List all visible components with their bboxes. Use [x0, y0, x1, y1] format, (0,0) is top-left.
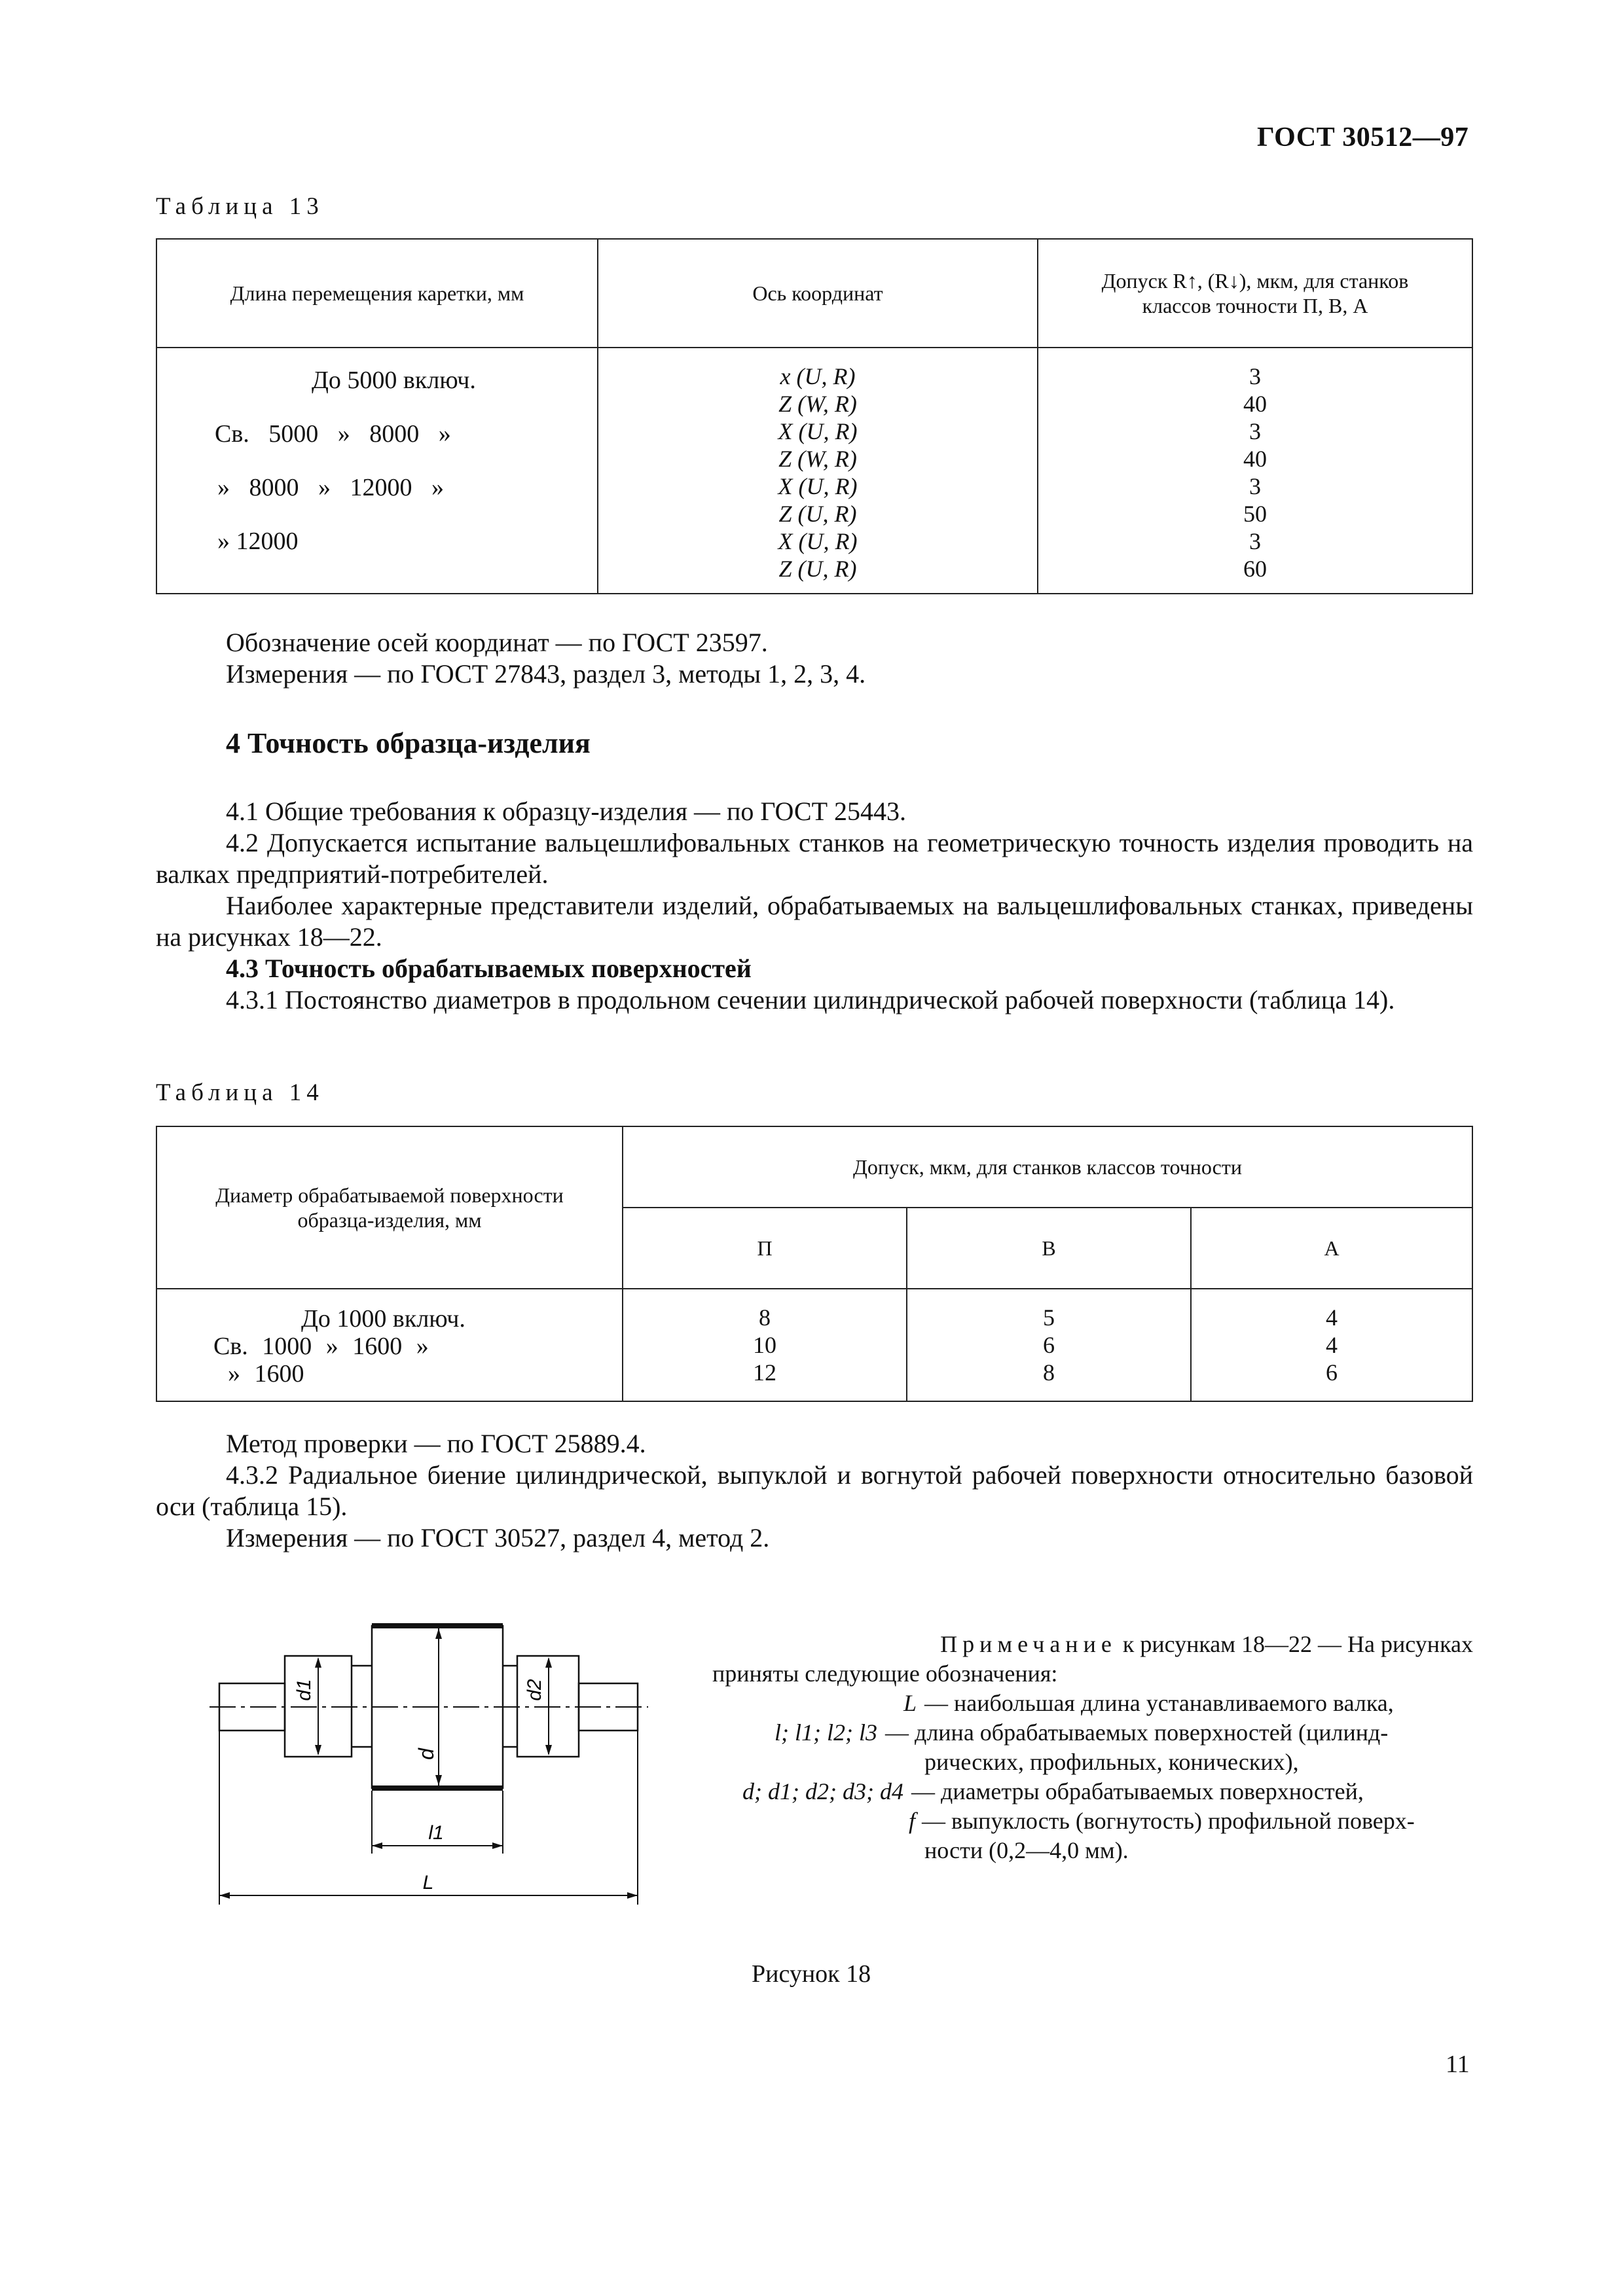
table14-value: 10: [753, 1332, 776, 1358]
table13-axis: Z (W, R): [778, 446, 857, 472]
label-l1: l1: [428, 1822, 444, 1844]
table13-length-row: Св. 5000 » 8000 »: [215, 420, 451, 448]
note-symbol-d: d; d1; d2; d3; d4: [742, 1778, 903, 1804]
table13-axis: X (U, R): [778, 528, 858, 554]
figure-18-drawing: [196, 1597, 681, 1937]
note-desc-f2: ности (0,2—4,0 мм).: [924, 1837, 1129, 1863]
table14-diameter-row: До 1000 включ.: [301, 1305, 465, 1333]
table14-value: 4: [1326, 1332, 1338, 1358]
page-number: 11: [1446, 2051, 1470, 2078]
table14-diameter-row: » 1600: [228, 1360, 304, 1388]
table13-header-tolerance-line1: Допуск R↑, (R↓), мкм, для станков: [1101, 269, 1409, 293]
table14-header-group: Допуск, мкм, для станков классов точности: [623, 1126, 1472, 1208]
paragraph-4-1: 4.1 Общие требования к образцу-изделия — по ГОСТ 25443.: [226, 797, 907, 826]
table14: [156, 1126, 1473, 1402]
table14-header-diameter-line2: образца-изделия, мм: [297, 1208, 482, 1232]
measurements-note: Измерения — по ГОСТ 27843, раздел 3, методы 1, 2, 3, 4.: [226, 659, 866, 689]
table13-axis: x (U, R): [780, 363, 856, 389]
table14-header-diameter: [156, 1126, 623, 1289]
note-desc-d: — диаметры обрабатываемых поверхностей,: [911, 1778, 1364, 1804]
check-method: Метод проверки — по ГОСТ 25889.4.: [226, 1429, 646, 1458]
table13-tolerance: 3: [1249, 418, 1261, 444]
note-label: Примечание: [940, 1631, 1117, 1657]
document-code: ГОСТ 30512—97: [1257, 122, 1469, 152]
table13-tolerance: 40: [1243, 446, 1267, 472]
table14-v-cell: [907, 1289, 1191, 1401]
table13-length-row: » 8000 » 12000 »: [217, 474, 444, 501]
table14-a-cell: [1191, 1289, 1472, 1401]
table13-header-length: Длина перемещения каретки, мм: [156, 239, 598, 348]
table14-class-p: П: [623, 1208, 907, 1289]
table13-tolerance: 40: [1243, 391, 1267, 417]
note-symbol-l: l; l1; l2; l3: [775, 1719, 877, 1746]
table13-tolerance: 3: [1249, 528, 1261, 554]
note-symbol-f: f: [908, 1808, 915, 1834]
note-desc-L: — наибольшая длина устанавливаемого валка,: [924, 1690, 1394, 1716]
table13-tolerance: 3: [1249, 473, 1261, 499]
table14-class-v: В: [907, 1208, 1191, 1289]
note-desc-f1: — выпуклость (вогнутость) профильной поверх-: [922, 1808, 1415, 1834]
table14-diameters-cell: [156, 1289, 623, 1401]
label-d: d: [414, 1748, 438, 1760]
note-desc-l1: — длина обрабатываемых поверхностей (цилинд-: [885, 1719, 1389, 1746]
table13-header-axis: Ось координат: [598, 239, 1038, 348]
paragraph-4-2: 4.2 Допускается испытание вальцешлифовальных станков на геометрическую точность изделия проводить на валках предприятий-потребителей.: [156, 828, 1473, 889]
measurements-4-3-2: Измерения — по ГОСТ 30527, раздел 4, метод 2.: [226, 1523, 770, 1552]
table14-p-cell: [623, 1289, 907, 1401]
section-4-title: 4 Точность образца-изделия: [226, 727, 591, 759]
note-symbol-L: L: [903, 1690, 917, 1716]
note-intro: к рисункам 18—22 — На рисунках: [1122, 1631, 1473, 1657]
table13-axis: X (U, R): [778, 418, 858, 444]
figure-caption: Рисунок 18: [752, 1960, 871, 1988]
table13-tolerance: 60: [1243, 556, 1267, 582]
note-desc-l2: рических, профильных, конических),: [924, 1749, 1299, 1775]
table13-header-tolerance-line2: классов точности П, В, А: [1142, 294, 1368, 317]
table13-axes-cell: [598, 348, 1038, 594]
note-line-2: приняты следующие обозначения:: [712, 1660, 1058, 1687]
label-d2: d2: [524, 1679, 545, 1701]
table14-caption: Таблица 14: [156, 1079, 324, 1106]
table13-length-row: До 5000 включ.: [312, 367, 476, 394]
table13-tolerance: 3: [1249, 363, 1261, 389]
table13-axis: X (U, R): [778, 473, 858, 499]
table14-header-diameter-line1: Диаметр обрабатываемой поверхности: [215, 1183, 564, 1207]
table13: [156, 238, 1473, 594]
table14-value: 6: [1326, 1359, 1338, 1386]
paragraph-4-3-2: 4.3.2 Радиальное биение цилиндрической, выпуклой и вогнутой рабочей поверхности относительно базовой оси (таблица 15).: [156, 1460, 1473, 1521]
label-L: L: [422, 1872, 434, 1893]
table13-lengths-cell: [156, 348, 598, 594]
table14-value: 8: [759, 1304, 771, 1331]
table13-axis: Z (U, R): [778, 501, 857, 527]
table14-value: 8: [1043, 1359, 1055, 1386]
table14-value: 5: [1043, 1304, 1055, 1331]
table13-axis: Z (U, R): [778, 556, 857, 582]
paragraph-4-3-1: 4.3.1 Постоянство диаметров в продольном сечении цилиндрической рабочей поверхности (таблица 14).: [226, 985, 1395, 1014]
heading-4-3: 4.3 Точность обрабатываемых поверхностей: [226, 954, 752, 983]
paragraph-4-2-reps: Наиболее характерные представители изделий, обрабатываемых на вальцешлифовальных станках, приведены на рисунках 18—22.: [156, 891, 1473, 952]
table13-header-tolerance: [1038, 239, 1472, 348]
axes-designation-note: Обозначение осей координат — по ГОСТ 23597.: [226, 628, 768, 657]
label-d1: d1: [293, 1679, 315, 1701]
table14-value: 4: [1326, 1304, 1338, 1331]
table14-value: 6: [1043, 1332, 1055, 1358]
table14-value: 12: [753, 1359, 776, 1386]
table14-class-a: А: [1191, 1208, 1472, 1289]
table13-axis: Z (W, R): [778, 391, 857, 417]
table13-tolerances-cell: [1038, 348, 1472, 594]
table13-tolerance: 50: [1243, 501, 1267, 527]
note-first-line: [770, 1630, 1473, 1659]
table13-caption: Таблица 13: [156, 193, 324, 220]
table14-diameter-row: Св. 1000 » 1600 »: [213, 1333, 429, 1360]
table13-length-row: » 12000: [217, 528, 299, 555]
